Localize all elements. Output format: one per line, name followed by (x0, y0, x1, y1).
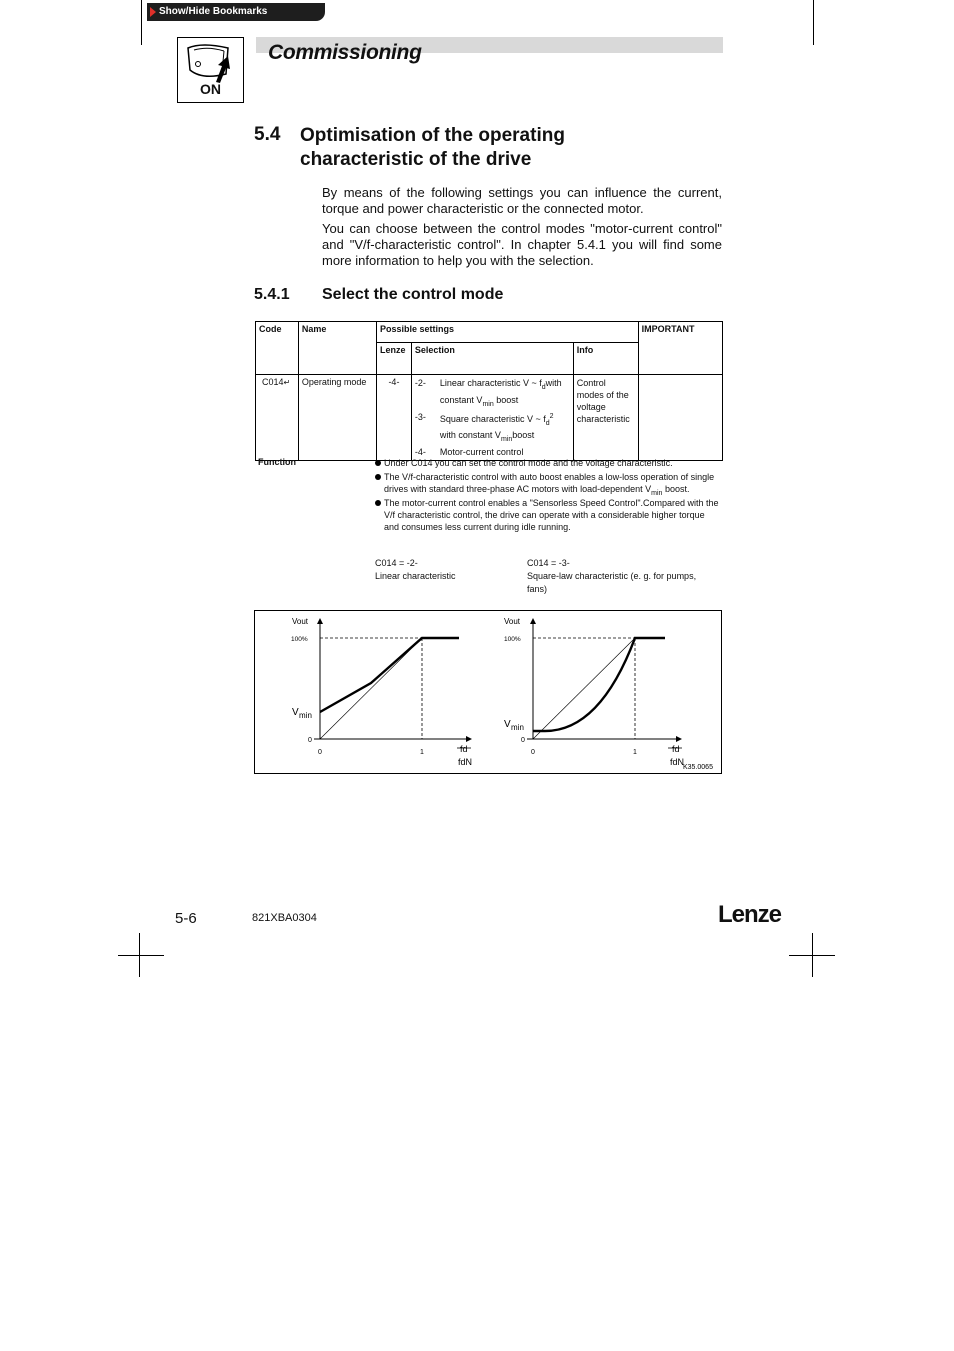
cell-name: Operating mode (298, 375, 376, 461)
section-title-line2: characteristic of the drive (300, 149, 532, 170)
function-bullet: Under C014 you can set the control mode and the voltage characteristic. (375, 457, 720, 469)
subsection-title: Select the control mode (322, 286, 504, 303)
cell-lenze: -4- (376, 375, 411, 461)
lenze-logo: Lenze (718, 901, 782, 928)
fdn-label: fdN (670, 757, 685, 767)
function-label: Function (258, 457, 296, 467)
subsection-number: 5.4.1 (254, 286, 290, 303)
header-lenze: Lenze (376, 343, 411, 375)
page-number: 5-6 (175, 910, 197, 927)
y-zero: 0 (308, 737, 312, 744)
x-one: 1 (420, 749, 424, 756)
fd-label: fd (672, 744, 680, 754)
caption-right: C014 = -3- Square-law characteristic (e. g. for pumps, fans) (527, 558, 697, 594)
intro-paragraph: By means of the following settings you can influence the current, torque and power characteristic or the connected motor. (322, 185, 722, 216)
section-title (300, 124, 565, 172)
document-id: 821XBA0304 (252, 912, 317, 924)
settings-table (255, 321, 723, 461)
crop-mark (118, 955, 164, 956)
y-100: 100% (504, 636, 521, 643)
x-zero: 0 (531, 749, 535, 756)
bullet-icon (375, 474, 381, 480)
x-one: 1 (633, 749, 637, 756)
crop-mark (812, 933, 813, 977)
characteristic-figure (254, 610, 722, 774)
page-header-title: Commissioning (268, 41, 422, 64)
header-name: Name (298, 322, 376, 375)
header-info: Info (573, 343, 638, 375)
function-bullet: The V/f-characteristic control with auto boost enables a low-loss operation of single drives with standard three-phase AC motors with load-dependent $V_{min}$ boost. (375, 471, 720, 500)
cell-info: Control modes of the voltage characteristic (573, 375, 638, 461)
y-label: Vout (504, 617, 521, 626)
header-code: Code (256, 322, 299, 375)
figure-ref: K35.0065 (683, 764, 713, 771)
crop-mark (141, 0, 142, 45)
on-switch-icon-box (177, 37, 244, 103)
vmin-sub: min (299, 711, 312, 720)
crop-mark (139, 933, 140, 977)
intro-paragraph: You can choose between the control modes "motor-current control" and "V/f-characteristic control". In chapter 5.4.1 you will find some more information to help you with the selection. (322, 221, 722, 268)
bullet-icon (375, 500, 381, 506)
fd-label: fd (460, 744, 468, 754)
header-important: IMPORTANT (638, 322, 722, 375)
arrow-icon (150, 7, 156, 17)
selection-item: -2- Linear characteristic V ~ $f_dwith$ constant $V_{min}$ boost (414, 378, 562, 408)
switch-icon (178, 40, 243, 85)
y-zero: 0 (521, 737, 525, 744)
x-zero: 0 (318, 749, 322, 756)
y-label: Vout (292, 617, 309, 626)
bookmarks-button-label: Show/Hide Bookmarks (159, 6, 268, 17)
cell-selection (411, 375, 573, 461)
selection-item: -3- Square characteristic V ~ $f_d^2$ with constant $V_{min}boost$ (414, 411, 554, 444)
vmin-label: V (292, 707, 299, 718)
caption-left: C014 = -2- Linear characteristic (375, 558, 456, 581)
linear-characteristic-graph (291, 617, 472, 767)
header-possible-settings: Possible settings (376, 322, 638, 343)
crop-mark (813, 0, 814, 45)
cell-important (638, 375, 722, 461)
selection-item: -4- Motor-current control (414, 447, 524, 458)
function-bullet: The motor-current control enables a "Sensorless Speed Control".Compared with the V/f characteristic control, the drive can operate with a considerable higher torque and consumes less current during idle running. (375, 497, 720, 533)
y-100: 100% (291, 636, 308, 643)
show-hide-bookmarks-button[interactable] (147, 3, 325, 21)
fdn-label: fdN (458, 757, 473, 767)
cell-code: C014↵ (256, 375, 299, 461)
header-selection: Selection (411, 343, 573, 375)
section-title-line1: Optimisation of the operating (300, 125, 565, 146)
return-mark: ↵ (283, 378, 291, 387)
section-number: 5.4 (254, 124, 281, 145)
vmin-label: V (504, 719, 511, 730)
bullet-icon (375, 460, 381, 466)
square-characteristic-graph (504, 617, 713, 771)
on-label: ON (200, 81, 221, 97)
vmin-sub: min (511, 723, 524, 732)
